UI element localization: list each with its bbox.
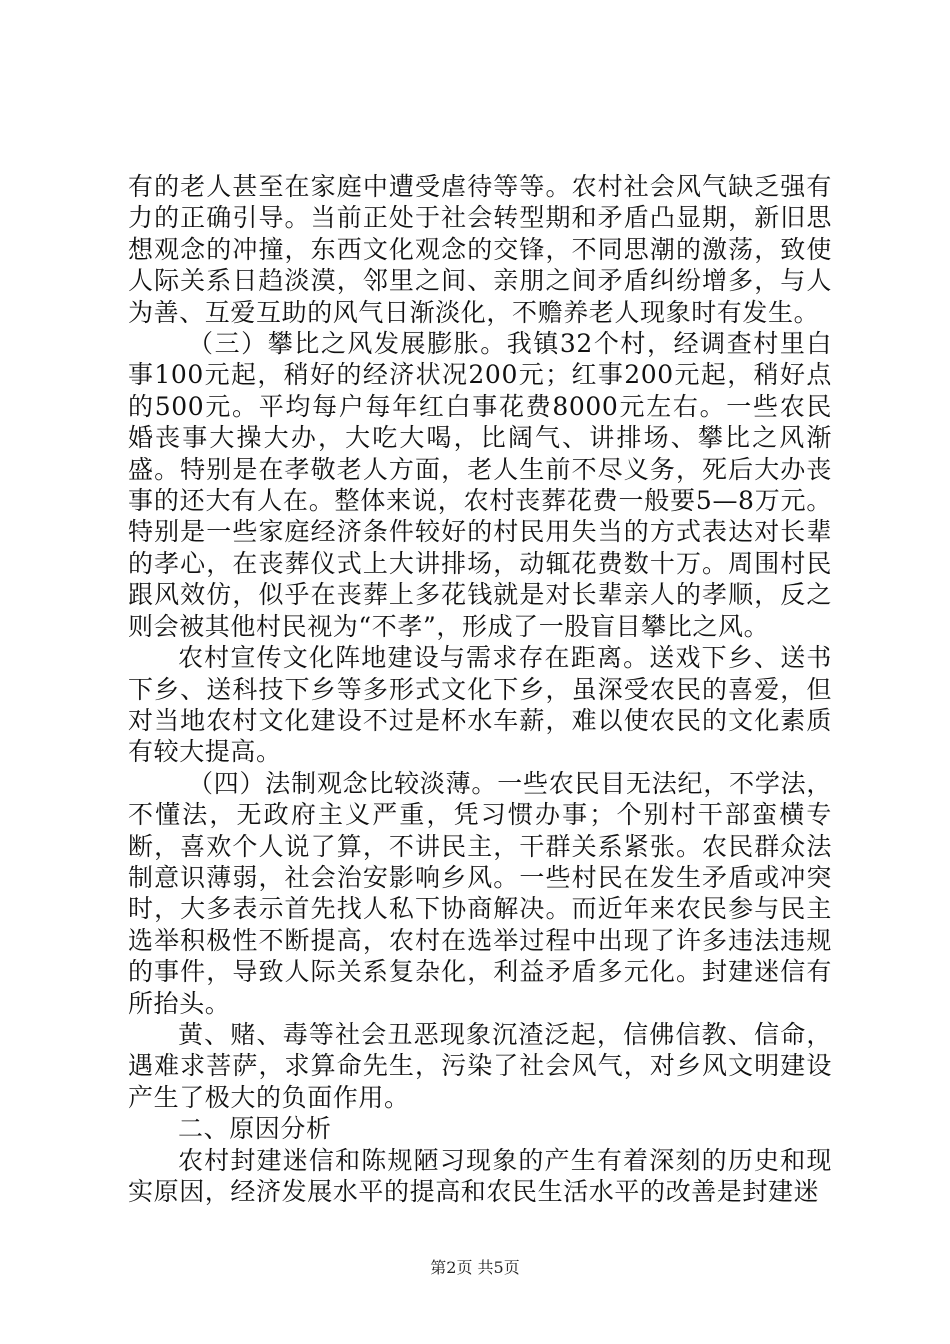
paragraph-cause-analysis: 农村封建迷信和陈规陋习现象的产生有着深刻的历史和现实原因，经济发展水平的提高和农民生活水平的改善是封建迷 <box>128 1145 832 1206</box>
paragraph-comparison-trend: （三）攀比之风发展膨胀。我镇32个村，经调查村里白事100元起，稍好的经济状况200元；红事200元起，稍好点的500元。平均每户每年红白事花费8000元左右。一些农民婚丧事大操大办，大吃大喝，比阔气、讲排场、攀比之风渐盛。特别是在孝敬老人方面，老人生前不尽义务，死后大办丧事的还大有人在。整体来说，农村丧葬花费一般要5—8万元。特别是一些家庭经济条件较好的村民用失当的方式表达对长辈的孝心，在丧葬仪式上大讲排场，动辄花费数十万。周围村民跟风效仿，似乎在丧葬上多花钱就是对长辈亲人的孝顺，反之则会被其他村民视为“不孝”，形成了一股盲目攀比之风。 <box>128 329 832 641</box>
section-heading-cause-analysis: 二、原因分析 <box>178 1114 332 1144</box>
paragraph-social-evils: 黄、赌、毒等社会丑恶现象沉渣泛起，信佛信教、信命，遇难求菩萨，求算命先生，污染了社会风气，对乡风文明建设产生了极大的负面作用。 <box>128 1019 832 1112</box>
paragraph-legal-awareness: （四）法制观念比较淡薄。一些农民目无法纪，不学法，不懂法，无政府主义严重，凭习惯办事；个别村干部蛮横专断，喜欢个人说了算，不讲民主，干群关系紧张。农民群众法制意识薄弱，社会治安影响乡风。一些村民在发生矛盾或冲突时，大多表示首先找人私下协商解决。而近年来农民参与民主选举积极性不断提高，农村在选举过程中出现了许多违法违规的事件，导致人际关系复杂化，利益矛盾多元化。封建迷信有所抬头。 <box>128 768 832 1018</box>
page-number-footer: 第2页 共5页 <box>430 1258 520 1277</box>
body-text <box>128 171 832 1207</box>
paragraph-elderly-abuse: 有的老人甚至在家庭中遭受虐待等等。农村社会风气缺乏强有力的正确引导。当前正处于社会转型期和矛盾凸显期，新旧思想观念的冲撞，东西文化观念的交锋，不同思潮的激荡，致使人际关系日趋淡漠，邻里之间、亲朋之间矛盾纠纷增多，与人为善、互爱互助的风气日渐淡化，不赡养老人现象时有发生。 <box>128 172 832 327</box>
paragraph-culture-positions: 农村宣传文化阵地建设与需求存在距离。送戏下乡、送书下乡、送科技下乡等多形式文化下乡，虽深受农民的喜爱，但对当地农村文化建设不过是杯水车薪，难以使农民的文化素质有较大提高。 <box>128 643 832 767</box>
